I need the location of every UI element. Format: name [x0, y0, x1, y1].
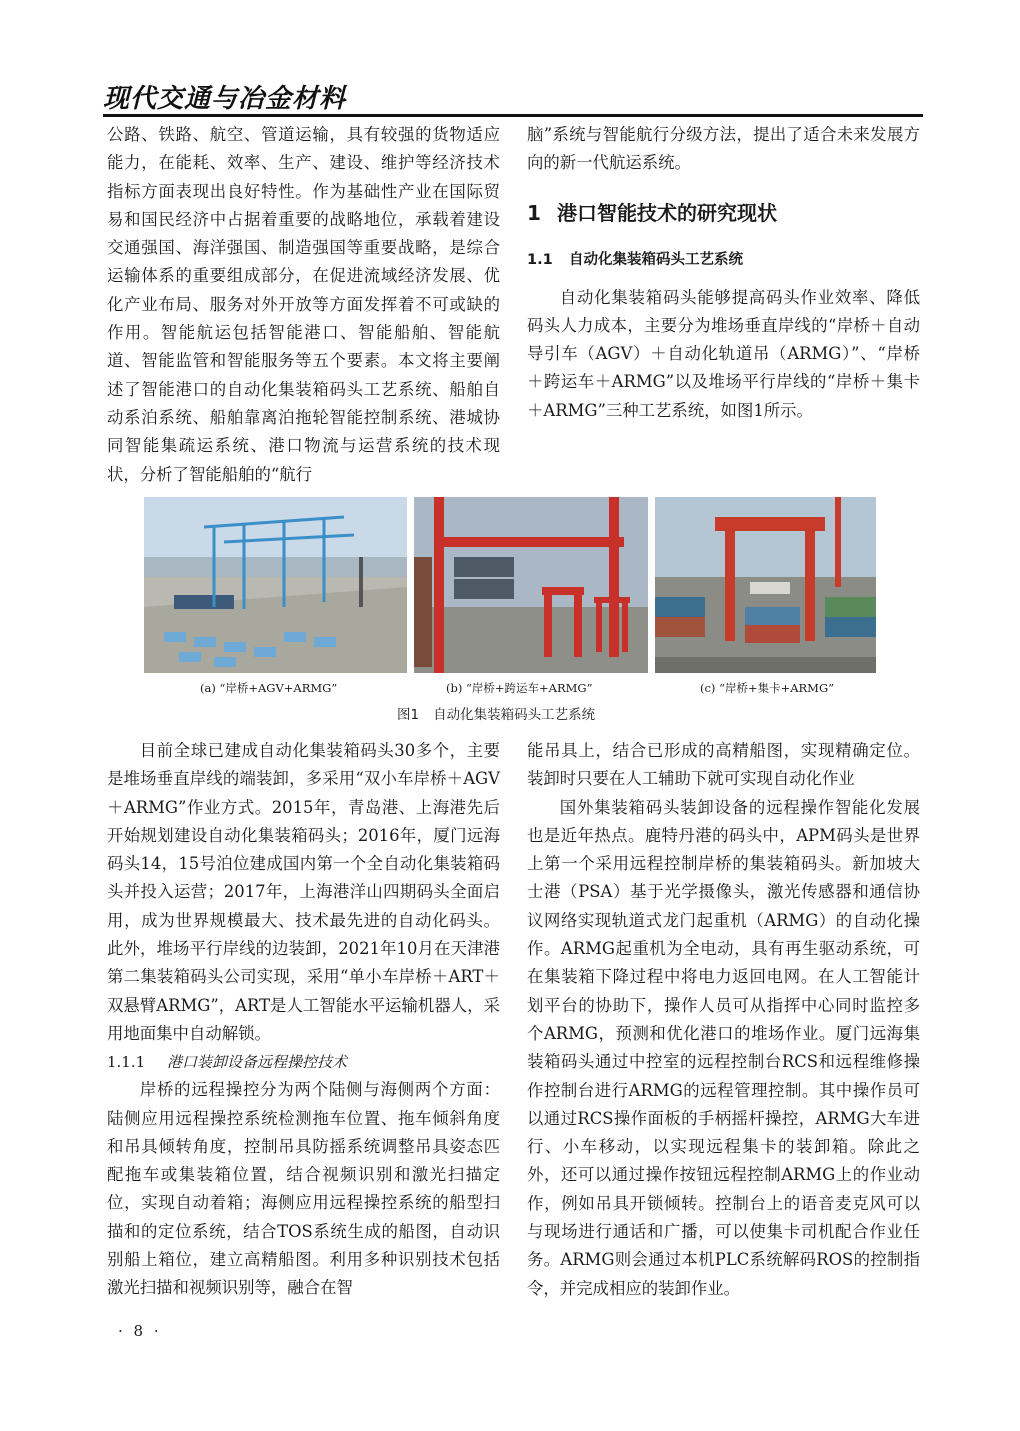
figure-1 [144, 497, 876, 727]
paragraph: 脑”系统与智能航行分级方法，提出了适合未来发展方向的新一代航运系统。 [527, 125, 920, 173]
section-heading-1-1 [527, 246, 920, 274]
figure-caption-a: (a) “岸桥+AGV+ARMG” [200, 681, 338, 695]
paragraph: 岸桥的远程操控分为两个陆侧与海侧两个方面：陆侧应用远程操控系统检测拖车位置、拖车倾斜角度和吊具倾转角度，控制吊具防摇系统调整吊具姿态匹配拖车或集装箱位置，结合视频识别和激光扫描定位，实现自动着箱；海侧应用远程操控系统的船型扫描和的定位系统，结合TOS系统生成的船图，自动识别船上箱位，建立高精船图。利用多种识别技术包括激光扫描和视频识别等，融合在智 [107, 1080, 500, 1298]
section-title: 港口智能技术的研究现状 [557, 200, 777, 225]
right-column-top [527, 121, 920, 425]
paragraph: 自动化集装箱码头能够提高码头作业效率、降低码头人力成本，主要分为堆场垂直岸线的“岸桥＋自动导引车（AGV）＋自动化轨道吊（ARMG）”、“岸桥＋跨运车＋ARMG”以及堆场平行岸线的“岸桥＋集卡＋ARMG”三种工艺系统，如图1所示。 [527, 287, 920, 420]
figure-title-text: 自动化集装箱码头工艺系统 [433, 707, 596, 723]
paragraph: 国外集装箱码头装卸设备的远程操作智能化发展也是近年热点。鹿特丹港的码头中，APM码头是世界上第一个采用远程控制岸桥的集装箱码头。新加坡大士港（PSA）基于光学摄像头，激光传感器和通信协议网络实现轨道式龙门起重机（ARMG）的自动化操作。ARMG起重机为全电动，具有再生驱动系统，可在集装箱下降过程中将电力返回电网。在人工智能计划平台的协助下，操作人员可从指挥中心同时监控多个ARMG，预测和优化港口的堆场作业。厦门远海集装箱码头通过中控室的远程控制台RCS和远程维修操作控制台进行ARMG的远程管理控制。其中操作员可以通过RCS操作面板的手柄摇杆操控，ARMG大车进行、小车移动，以实现远程集卡的装卸箱。除此之外，还可以通过操作按钮远程控制ARMG上的作业动作，例如吊具开锁倾转。控制台上的语音麦克风可以与现场进行通话和广播，可以使集卡司机配合作业任务。ARMG则会通过本机PLC系统解码ROS的控制指令，并完成相应的装卸作业。 [527, 797, 920, 1298]
paragraph: 目前全球已建成自动化集装箱码头30多个，主要是堆场垂直岸线的端装卸，多采用“双小车岸桥＋AGV＋ARMG”作业方式。2015年，青岛港、上海港先后开始规划建设自动化集装箱码头；2016年，厦门远海码头14，15号泊位建成国内第一个全自动化集装箱码头并投入运营；2017年，上海港洋山四期码头全面启用，成为世界规模最大、技术最先进的自动化码头。此外，堆场平行岸线的边装卸，2021年10月在天津港第二集装箱码头公司实现，采用“单小车岸桥＋ART＋双悬臂ARMG”，ART是人工智能水平运输机器人，采用地面集中自动解锁。 [107, 741, 500, 1043]
section-heading-1-1-1 [107, 1048, 500, 1076]
journal-header [103, 74, 923, 118]
header-rule [103, 114, 923, 117]
figure-caption-b: (b) “岸桥+跨运车+ARMG” [446, 681, 593, 695]
section-number: 1.1 [527, 251, 553, 268]
figure-number: 图1 [397, 707, 420, 723]
paragraph: 公路、铁路、航空、管道运输，具有较强的货物适应能力，在能耗、效率、生产、建设、维护等经济技术指标方面表现出良好特性。作为基础性产业在国际贸易和国民经济中占据着重要的战略地位，承载着建设交通强国、海洋强国、制造强国等重要战略，是综合运输体系的重要组成部分，在促进流域经济发展、优化产业布局、服务对外开放等方面发挥着不可或缺的作用。智能航运包括智能港口、智能船舶、智能航道、智能监管和智能服务等五个要素。本文将主要阐述了智能港口的自动化集装箱码头工艺系统、船舶自动系泊系统、船舶靠离泊拖轮智能控制系统、港城协同智能集疏运系统、港口物流与运营系统的技术现状，分析了智能船舶的“航行 [107, 125, 500, 484]
left-column-bottom [107, 737, 500, 1303]
paragraph: 能吊具上，结合已形成的高精船图，实现精确定位。装卸时只要在人工辅助下就可实现自动化作业 [527, 741, 920, 789]
page-number: · 8 · [118, 1322, 162, 1340]
right-column-bottom [527, 737, 920, 1303]
section-number: 1.1.1 [107, 1053, 146, 1072]
section-number: 1 [527, 200, 541, 225]
photo-quay-crane-agv-armg [144, 497, 407, 673]
figure-caption-c: (c) “岸桥+集卡+ARMG” [700, 681, 835, 695]
section-title: 港口装卸设备远程操控技术 [167, 1053, 348, 1072]
photo-quay-crane-truck-armg [655, 497, 876, 673]
left-column-top [107, 121, 500, 489]
section-heading-1 [527, 198, 920, 228]
figure-title [397, 703, 595, 723]
journal-title: 现代交通与冶金材料 [103, 84, 347, 114]
photo-quay-crane-straddle-carrier-armg [414, 497, 648, 673]
section-title: 自动化集装箱码头工艺系统 [569, 251, 743, 268]
